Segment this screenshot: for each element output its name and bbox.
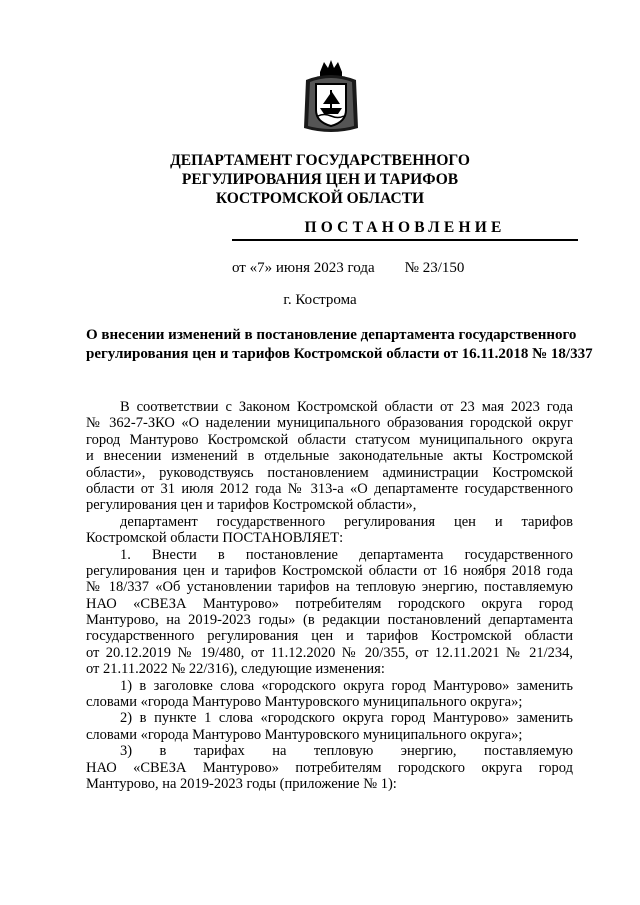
body-line: регулирования цен и тарифов Костромской области от 16 ноября 2018 года [86, 562, 573, 579]
body-line: 1. Внести в постановление департамента государственного [120, 546, 573, 563]
body-line: области от 31 июля 2012 года № 313-а «О департаменте государственного [86, 480, 573, 497]
body-line: город Мантурово Костромской области статусом муниципального округа [86, 431, 573, 448]
heading-line: О внесении изменений в постановление департамента государственного [86, 327, 577, 343]
body-line: регулирования цен и тарифов Костромской области», [86, 497, 417, 514]
body-line: департамент государственного регулирования цен и тарифов [120, 513, 573, 530]
body-line: № 18/337 «Об установлении тарифов на тепловую энергию, поставляемую [86, 579, 573, 596]
document-heading [86, 326, 593, 364]
department-line: КОСТРОМСКОЙ ОБЛАСТИ [215, 190, 425, 207]
body-line: НАО «СВЕЗА Мантурово» потребителям городского округа город [86, 759, 573, 776]
body-line: 1) в заголовке слова «городского округа город Мантурово» заменить [120, 677, 573, 694]
body-line: словами «города Мантурово Мантуровского муниципального округа»; [86, 726, 523, 743]
body-line: 2) в пункте 1 слова «городского округа город Мантурово» заменить [120, 710, 573, 727]
city: г. Кострома [283, 292, 357, 308]
body-line: Мантурово, на 2019-2023 годы» (в редакции постановлений департамента [86, 612, 573, 629]
body-line: словами «города Мантурово Мантуровского муниципального округа»; [86, 694, 523, 711]
department-line: РЕГУЛИРОВАНИЯ ЦЕН И ТАРИФОВ [181, 171, 459, 188]
document-number: № 23/150 [404, 260, 465, 276]
body-line: от 20.12.2019 № 19/480, от 11.12.2020 № 20/355, от 12.11.2021 № 21/234, [86, 644, 573, 661]
department-line: ДЕПАРТАМЕНТ ГОСУДАРСТВЕННОГО [170, 152, 470, 169]
department-name [0, 151, 640, 208]
title-underline [232, 239, 578, 241]
body-line: НАО «СВЕЗА Мантурово» потребителям городского округа город [86, 595, 573, 612]
body-line: государственного регулирования цен и тарифов Костромской области [86, 628, 573, 645]
body-line: от 21.11.2022 № 22/316), следующие изменения: [86, 661, 385, 678]
body-line: области», руководствуясь постановлением администрации Костромской [86, 464, 573, 481]
kostroma-coat-of-arms-icon [300, 58, 362, 136]
body-line: и внесении изменений в отдельные законодательные акты Костромской [86, 448, 573, 465]
document-type: ПОСТАНОВЛЕНИЕ [304, 219, 506, 236]
body-line: 3) в тарифах на тепловую энергию, поставляемую [120, 743, 573, 760]
document-body [86, 399, 573, 792]
body-line: Мантурово, на 2019-2023 годы (приложение № 1): [86, 775, 397, 792]
date-number-line [232, 260, 464, 277]
body-line: В соответствии с Законом Костромской области от 23 мая 2023 года [120, 399, 573, 415]
heading-line: регулирования цен и тарифов Костромской области от 16.11.2018 № 18/337 [86, 346, 593, 362]
body-line: № 362-7-ЗКО «О наделении муниципального образования городской округ [86, 415, 573, 432]
body-line: Костромской области ПОСТАНОВЛЯЕТ: [86, 530, 344, 547]
document-date: от «7» июня 2023 года [232, 260, 375, 276]
